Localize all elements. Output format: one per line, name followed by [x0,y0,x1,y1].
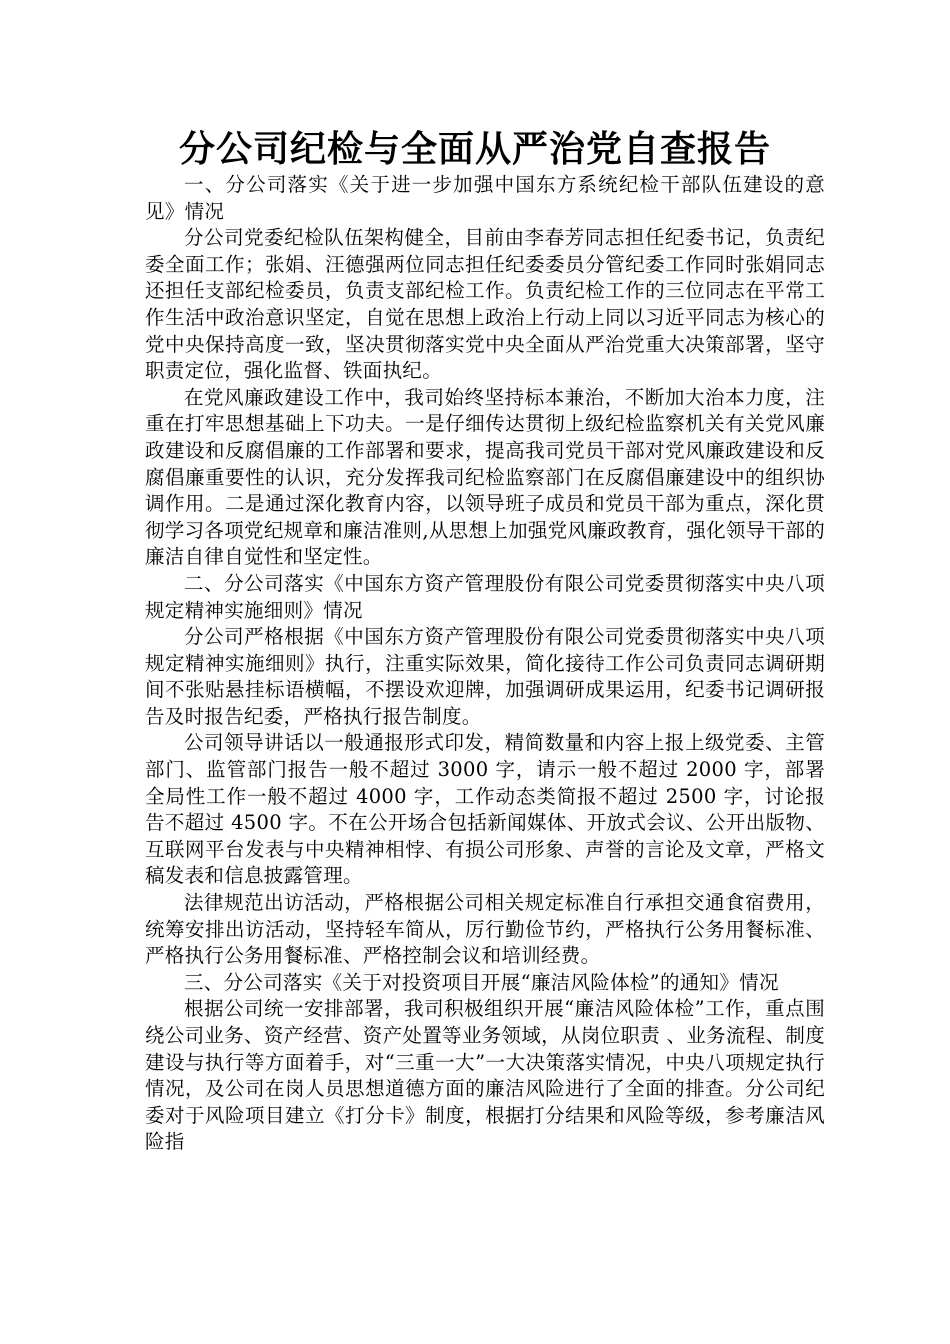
paragraph: 分公司党委纪检队伍架构健全，目前由李春芳同志担任纪委书记，负责纪委全面工作；张娟、汪德强两位同志担任纪委委员分管纪委工作同时张娟同志还担任支部纪检委员，负责支部纪检工作。负责纪检工作的三位同志在平常工作生活中政治意识坚定，自觉在思想上政治上行动上同以习近平同志为核心的党中央保持高度一致，坚决贯彻落实党中央全面从严治党重大决策部署，坚守职责定位，强化监督、铁面执纪。 [145,226,825,383]
document-body [145,172,825,1156]
paragraph: 公司领导讲话以一般通报形式印发，精简数量和内容上报上级党委、主管部门、监管部门报告一般不超过 3000 字，请示一般不超过 2000 字，部署全局性工作一般不超过 4000 字，工作动态类简报不超过 2500 字，讨论报告不超过 4500 字。不在公开场合包括新闻媒体、开放式会议、公开出版物、互联网平台发表与中央精神相悖、有损公司形象、声誉的言论及文章，严格文稿发表和信息披露管理。 [145,731,825,888]
document-title: 分公司纪检与全面从严治党自查报告 [178,129,771,170]
paragraph: 根据公司统一安排部署，我司积极组织开展“廉洁风险体检”工作，重点围绕公司业务、资产经营、资产处置等业务领域，从岗位职责 、业务流程、制度建设与执行等方面着手，对“三重一大”一大决策落实情况，中央八项规定执行情况，及公司在岗人员思想道德方面的廉洁风险进行了全面的排查。分公司纪委对于风险项目建立《打分卡》制度，根据打分结果和风险等级，参考廉洁风险指 [145,997,825,1154]
paragraph: 法律规范出访活动，严格根据公司相关规定标准自行承担交通食宿费用，统筹安排出访活动，坚持轻车简从，厉行勤俭节约，严格执行公务用餐标准、严格执行公务用餐标准、严格控制会议和培训经费。 [145,891,825,968]
section-heading-3: 三、分公司落实《关于对投资项目开展“廉洁风险体检”的通知》情况 [184,970,779,994]
paragraph: 在党风廉政建设工作中，我司始终坚持标本兼治，不断加大治本力度，注重在打牢思想基础上下功夫。一是仔细传达贯彻上级纪检监察机关有关党风廉政建设和反腐倡廉的工作部署和要求，提高我司党员干部对党风廉政建设和反腐倡廉重要性的认识，充分发挥我司纪检监察部门在反腐倡廉建设中的组织协调作用。二是通过深化教育内容，以领导班子成员和党员干部为重点，深化贯彻学习各项党纪规章和廉洁准则,从思想上加强党风廉政教育，强化领导干部的廉洁自律自觉性和坚定性。 [145,385,825,569]
section-heading-2: 二、分公司落实《中国东方资产管理股份有限公司党委贯彻落实中央八项规定精神实施细则》情况 [145,571,825,622]
section-heading-1: 一、分公司落实《关于进一步加强中国东方系统纪检干部队伍建设的意见》情况 [145,173,825,223]
paragraph: 分公司严格根据《中国东方资产管理股份有限公司党委贯彻落实中央八项规定精神实施细则》执行，注重实际效果，简化接待工作公司负责同志调研期间不张贴悬挂标语横幅，不摆设欢迎牌，加强调研成果运用，纪委书记调研报告及时报告纪委，严格执行报告制度。 [145,625,825,728]
